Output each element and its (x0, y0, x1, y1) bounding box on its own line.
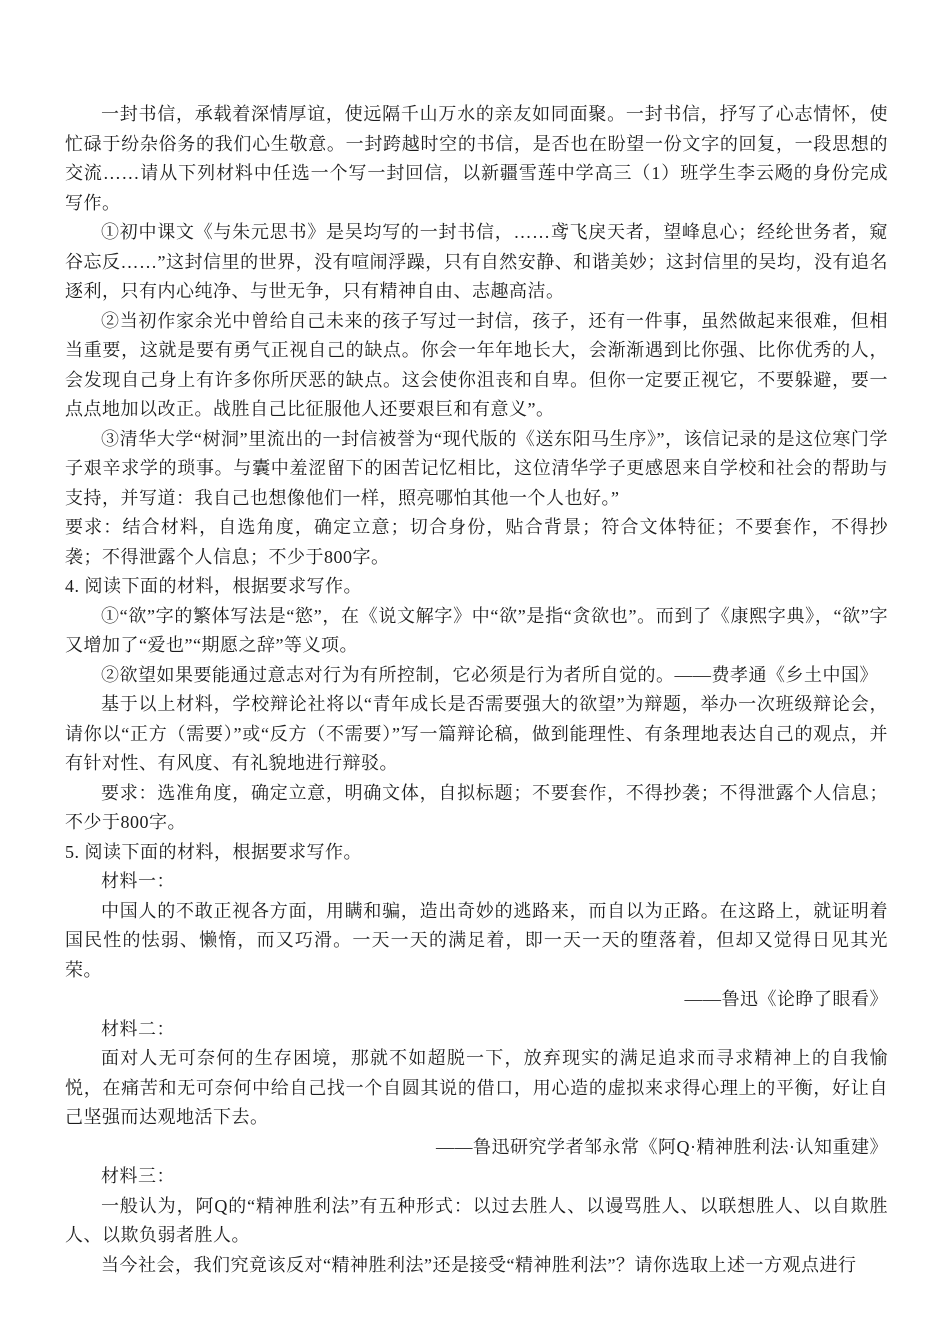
question-4-material-1: ①“欲”字的繁体写法是“慾”，在《说文解字》中“欲”是指“贪欲也”。而到了《康熙字典》，“欲”字又增加了“爱也”“期愿之辞”等义项。 (65, 605, 888, 655)
question-4-stem: 4. 阅读下面的材料，根据要求写作。 (65, 576, 362, 596)
question-5-material-3: 一般认为，阿Q的“精神胜利法”有五种形式：以过去胜人、以谩骂胜人、以联想胜人、以自欺胜人、以欺负弱者胜人。 (65, 1195, 888, 1245)
question-5 (65, 838, 888, 1281)
prompt3-material-1: ①初中课文《与朱元思书》是吴均写的一封书信，……鸢飞戾天者，望峰息心；经纶世务者，窥谷忘反……”这封信里的世界，没有喧闹浮躁，只有自然安静、和谐美妙；这封信里的吴均，没有追名逐利，只有内心纯净、与世无争，只有精神自由、志趣高洁。 (65, 222, 888, 301)
prompt3-material-3: ③清华大学“树洞”里流出的一封信被誉为“现代版的《送东阳马生序》”，该信记录的是这位寒门学子艰辛求学的琐事。与囊中羞涩留下的困苦记忆相比，这位清华学子更感恩来自学校和社会的帮助与支持，并写道：我自己也想像他们一样，照亮哪怕其他一个人也好。” (65, 428, 888, 508)
question-5-material-3-label: 材料三： (101, 1166, 175, 1186)
question-4 (65, 572, 888, 838)
question-5-material-2-source: ——鲁迅研究学者邹永常《阿Q·精神胜利法·认知重建》 (436, 1136, 888, 1157)
prompt3-intro-paragraph: 一封书信，承载着深情厚谊，使远隔千山万水的亲友如同面聚。一封书信，抒写了心志情怀，使忙碌于纷杂俗务的我们心生敬意。一封跨越时空的书信，是否也在盼望一份文字的回复，一段思想的交流……请从下列材料中任选一个写一封回信，以新疆雪莲中学高三（1）班学生李云飏的身份完成写作。 (65, 104, 888, 213)
document-content (65, 100, 888, 1280)
question-5-material-2-label: 材料二： (101, 1018, 175, 1039)
question-5-material-2: 面对人无可奈何的生存困境，那就不如超脱一下，放弃现实的满足追求而寻求精神上的自我愉悦，在痛苦和无可奈何中给自己找一个自圆其说的借口，用心造的虚拟来求得心理上的平衡，好让自己坚强而达观地活下去。 (65, 1048, 888, 1127)
question-5-material-1-label: 材料一： (101, 871, 175, 891)
question-4-material-2: ②欲望如果要能通过意志对行为有所控制，它必须是行为者所自觉的。——费孝通《乡土中国》 (101, 664, 878, 685)
prompt3-material-2: ②当初作家余光中曾给自己未来的孩子写过一封信，孩子，还有一件事，虽然做起来很难，但相当重要，这就是要有勇气正视自己的缺点。你会一年年地长大，会渐渐遇到比你强、比你优秀的人，会发现自己身上有许多你所厌恶的缺点。这会使你沮丧和自卑。但你一定要正视它，不要躲避，要一点点地加以改正。战胜自己比征服他人还要艰巨和有意义”。 (65, 310, 888, 419)
question-4-task: 基于以上材料，学校辩论社将以“青年成长是否需要强大的欲望”为辩题，举办一次班级辩论会，请你以“正方（需要）”或“反方（不需要）”写一篇辩论稿，做到能理性、有条理地表达自己的观点，并有针对性、有风度、有礼貌地进行辩驳。 (65, 694, 888, 773)
question-5-task: 当今社会，我们究竟该反对“精神胜利法”还是接受“精神胜利法”？请你选取上述一方观点进行 (101, 1254, 857, 1275)
prompt3-requirements: 要求：结合材料，自选角度，确定立意；切合身份，贴合背景；符合文体特征；不要套作，不得抄袭；不得泄露个人信息；不少于800字。 (65, 517, 888, 567)
question-5-stem: 5. 阅读下面的材料，根据要求写作。 (65, 841, 362, 862)
essay-prompt-3 (65, 100, 888, 572)
question-5-material-1: 中国人的不敢正视各方面，用瞒和骗，造出奇妙的逃路来，而自以为正路。在这路上，就证明着国民性的怯弱、懒惰，而又巧滑。一天一天的满足着，即一天一天的堕落着，但却又觉得日见其光荣。 (65, 900, 888, 980)
question-4-requirements: 要求：选准角度，确定立意，明确文体，自拟标题；不要套作，不得抄袭；不得泄露个人信息；不少于800字。 (65, 782, 888, 832)
question-5-material-1-source: ——鲁迅《论睁了眼看》 (684, 989, 888, 1009)
